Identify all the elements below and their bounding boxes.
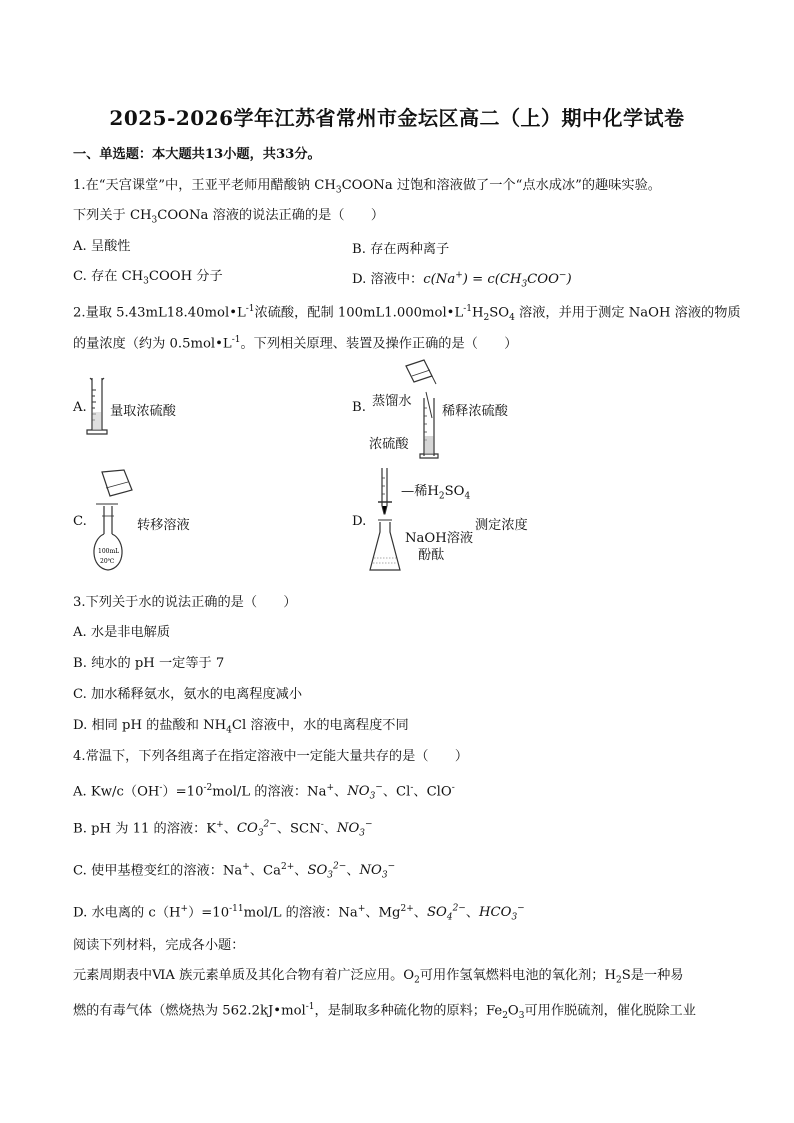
q1-option-b: B. 存在两种离子 <box>352 242 450 257</box>
flask-volume-label: 100mL <box>98 548 120 555</box>
q3-option-a: A. 水是非电解质 <box>73 625 171 640</box>
nitrate-ion: $NO_3^-$ <box>336 820 373 840</box>
sulfite-ion: $SO_3^{2-}$ <box>307 862 347 882</box>
q1-option-a: A. 呈酸性 <box>73 239 131 254</box>
indicator-label: 酚酞 <box>418 548 445 563</box>
section-heading: 一、单选题：本大题共13小题，共33分。 <box>73 147 321 162</box>
q2-option-c-label: C. <box>73 514 87 529</box>
q2-option-b-label: B. <box>352 400 366 415</box>
volumetric-flask-figure <box>88 468 140 574</box>
nitrate-ion: $NO_3^-$ <box>347 783 383 803</box>
carbonate-ion: $CO_3^{2-}$ <box>236 820 277 840</box>
q4-option-b: B. pH 为 11 的溶液：K+、$CO_3^{2-}$、SCN-、$NO_3^-$ <box>73 820 373 840</box>
reading-intro: 阅读下列材料，完成各小题： <box>73 938 245 953</box>
distilled-water-label: 蒸馏水 <box>372 394 412 409</box>
page-title: 2025-2026学年江苏省常州市金坛区高二（上）期中化学试卷 <box>109 106 685 130</box>
q2-option-b-text: 稀释浓硫酸 <box>442 404 508 419</box>
q2-option-a-text: 量取浓硫酸 <box>110 404 176 419</box>
q2-stem-line2: 的量浓度（约为 $0.5mol•L^{-1}$。下列相关原理、装置及操作正确的是（ ） <box>73 335 518 352</box>
q2-option-a-label: A. <box>73 400 87 415</box>
q1-stem-line2: 下列关于 $CH_3COONa$ 溶液的说法正确的是（ ） <box>73 208 385 226</box>
reading-paragraph-line2: 燃的有毒气体（燃烧热为 562.2kJ•mol$^{-1}$，是制取多种硫化物的原料；$Fe_2O_3$可用作脱硫剂，催化脱除工业 <box>73 1002 696 1022</box>
naoh-label: NaOH溶液 <box>405 531 474 546</box>
bicarbonate-ion: $HCO_3^-$ <box>479 904 525 924</box>
graduated-cylinder-figure <box>86 376 108 438</box>
flask-temp-label: 20℃ <box>100 558 115 565</box>
q4-stem: 4.常温下，下列各组离子在指定溶液中一定能大量共存的是（ ） <box>73 749 469 764</box>
q1-stem-line1: 1.在“天宫课堂”中，王亚平老师用醋酸钠 $CH_3COONa$ 过饱和溶液做了一个“点水成冰”的趣味实验。 <box>73 178 661 196</box>
titrant-label: —稀$H_2SO_4$ <box>401 484 471 502</box>
q1-option-c: C. 存在 $CH_3COOH$ 分子 <box>73 269 223 287</box>
q3-stem: 3.下列关于水的说法正确的是（ ） <box>73 595 297 610</box>
q4-option-d: D. 水电离的 $c(H^+)=10^{-11}mol/L$ 的溶液：Na+、$Mg^{2+}$、$SO_4^{2-}$、$HCO_3^-$ <box>73 904 525 924</box>
q3-option-d: D. 相同 pH 的盐酸和 $NH_4Cl$ 溶液中，水的电离程度不同 <box>73 718 409 736</box>
conc-acid-label: 浓硫酸 <box>369 437 409 452</box>
q2-option-c-text: 转移溶液 <box>137 518 190 533</box>
nitrate-ion: $NO_3^-$ <box>359 862 396 882</box>
q3-option-b: B. 纯水的 pH 一定等于 7 <box>73 656 225 671</box>
q2-option-d-label: D. <box>352 514 367 529</box>
q2-option-d-text: 测定浓度 <box>475 518 528 533</box>
q1-option-d: D. 溶液中：$c(Na^+) = c(CH_3COO^-)$ <box>352 270 572 290</box>
sulfate-ion: $SO_4^{2-}$ <box>426 904 466 924</box>
reading-paragraph-line1: 元素周期表中ⅥA 族元素单质及其化合物有着广泛应用。$O_2$可用作氢氧燃料电池的氧化剂；$H_2S$是一种易 <box>73 968 684 986</box>
q1-d-formula: $c(Na^+) = c(CH_3COO^-)$ <box>423 270 572 290</box>
q2-stem-line1: 2.量取 $5.43mL18.40mol•L^{-1}$浓硫酸，配制 $100mL1.000mol•L^{-1}H_2SO_4$ 溶液，并用于测定 NaOH 溶液的物质 <box>73 304 741 324</box>
q3-option-c: C. 加水稀释氨水，氨水的电离程度减小 <box>73 687 303 702</box>
q4-option-a: A. $Kw/c(OH^-)=10^{-2}mol/L$ 的溶液：Na+、$NO_3^-$、Cl-、ClO- <box>73 783 455 803</box>
q4-option-c: C. 使甲基橙变红的溶液：Na+、$Ca^{2+}$、$SO_3^{2-}$、$NO_3^-$ <box>73 862 396 882</box>
